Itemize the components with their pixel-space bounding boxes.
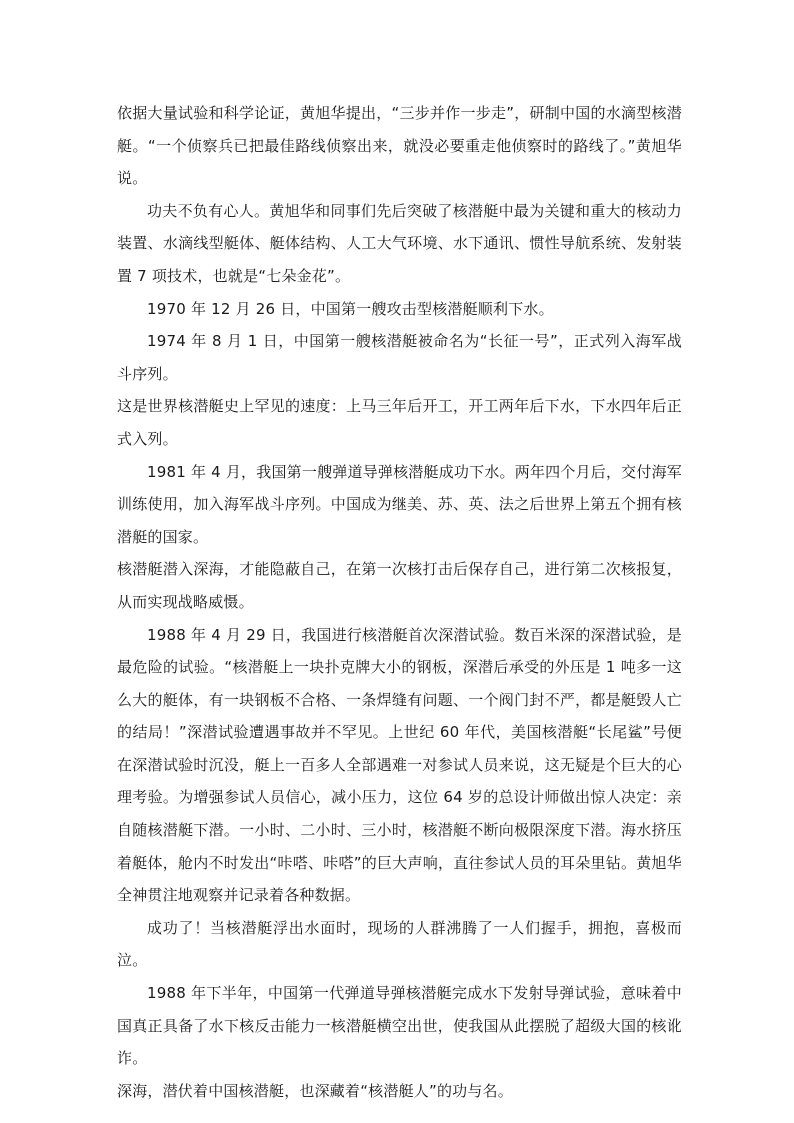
paragraph-6: 1981 年 4 月，我国第一艘弹道导弹核潜艇成功下水。两年四个月后，交付海军训练使用，加入海军战斗序列。中国成为继美、苏、英、法之后世界上第五个拥有核潜艇的国家。 bbox=[117, 462, 682, 546]
paragraph-8: 1988 年 4 月 29 日，我国进行核潜艇首次深潜试验。数百米深的深潜试验，是最危险的试验。“核潜艇上一块扑克牌大小的钢板，深潜后承受的外压是 1 吨多一这么大的艇体，有一块钢板不合格、一条焊缝有问题、一个阀门封不严，都是艇毁人亡的结局！”深潜试验遭遇事故并不罕见。上世纪 60 年代，美国核潜艇“长尾鲨”号便在深潜试验时沉没，艇上一百多人全部遇难一对参试人员来说，这无疑是个巨大的心理考验。为增强参试人员信心，减小压力，这位 64 岁的总设计师做出惊人决定：亲自随核潜艇下潜。一小时、二小时、三小时，核潜艇不断向极限深度下潜。海水挤压着艇体，舱内不时发出“咔嗒、咔嗒”的巨大声响，直往参试人员的耳朵里钻。黄旭华全神贯注地观察并记录着各种数据。 bbox=[117, 625, 682, 905]
paragraph-2: 功夫不负有心人。黄旭华和同事们先后突破了核潜艇中最为关键和重大的核动力装置、水滴线型艇体、艇体结构、人工大气环境、水下通讯、惯性导航系统、发射装置 7 项技术，也就是“七朵金花”。 bbox=[117, 201, 682, 285]
paragraph-1: 依据大量试验和科学论证，黄旭华提出，“三步并作一步走”，研制中国的水滴型核潜艇。“一个侦察兵已把最佳路线侦察出来，就没必要重走他侦察时的路线了。”黄旭华说。 bbox=[117, 104, 682, 188]
paragraph-5: 这是世界核潜艇史上罕见的速度：上马三年后开工，开工两年后下水，下水四年后正式入列。 bbox=[117, 397, 682, 448]
paragraph-4: 1974 年 8 月 1 日，中国第一艘核潜艇被命名为“长征一号”，正式列入海军战斗序列。 bbox=[117, 332, 682, 383]
paragraph-10: 1988 年下半年，中国第一代弹道导弹核潜艇完成水下发射导弹试验，意味着中国真正具备了水下核反击能力一核潜艇横空出世，使我国从此摆脱了超级大国的核讹诈。 bbox=[117, 984, 682, 1068]
paragraph-11: 深海，潜伏着中国核潜艇，也深藏着“核潜艇人”的功与名。 bbox=[117, 1081, 513, 1100]
paragraph-3: 1970 年 12 月 26 日，中国第一艘攻击型核潜艇顺利下水。 bbox=[147, 299, 554, 318]
article-body bbox=[117, 97, 682, 1107]
paragraph-9: 成功了！当核潜艇浮出水面时，现场的人群沸腾了一人们握手，拥抱，喜极而泣。 bbox=[117, 918, 682, 970]
paragraph-7: 核潜艇潜入深海，才能隐蔽自己，在第一次核打击后保存自己，进行第二次核报复，从而实现战略威慑。 bbox=[117, 560, 682, 611]
